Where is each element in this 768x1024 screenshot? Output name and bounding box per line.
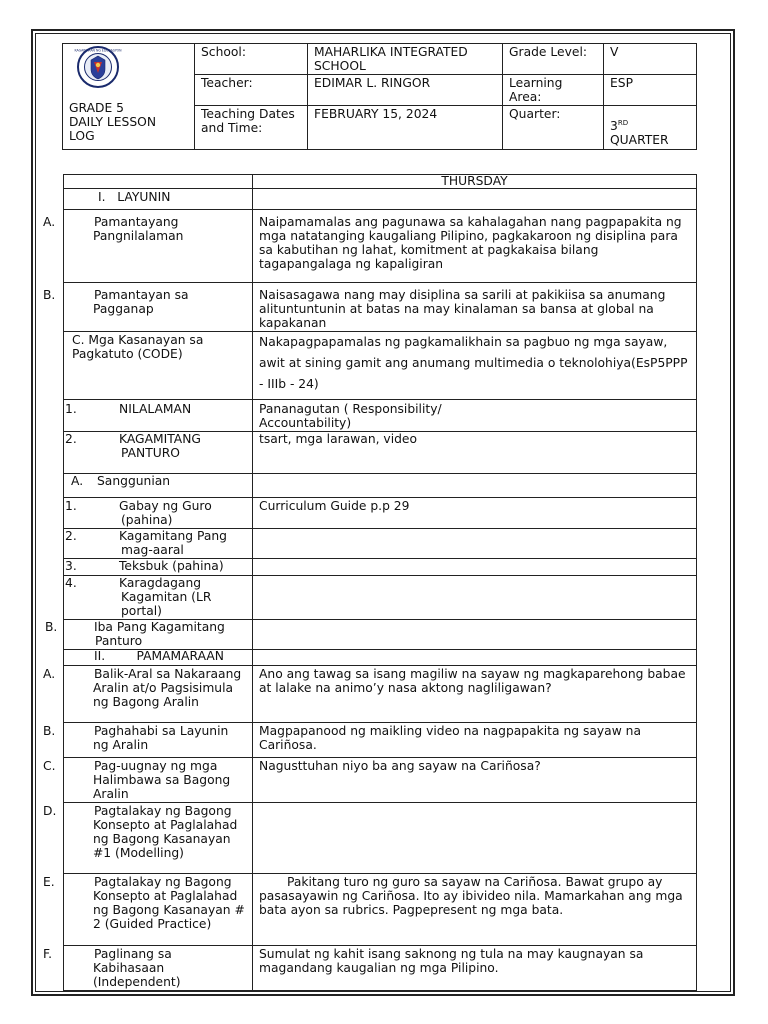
teacher-label: Teacher: bbox=[195, 75, 308, 106]
pag-uugnay-value: Nagusttuhan niyo ba ang sayaw na Cariñosa? bbox=[253, 758, 697, 803]
row-label: Iba Pang Kagamitang Panturo bbox=[94, 620, 225, 648]
quarter-suffix: RD bbox=[617, 118, 629, 127]
grade-line: LOG bbox=[69, 129, 95, 143]
grade-line: DAILY LESSON bbox=[69, 115, 157, 129]
nilalaman bbox=[64, 400, 253, 432]
section-title: PAMAMARAAN bbox=[136, 649, 224, 663]
lesson-table bbox=[43, 174, 697, 991]
quarter-number: 3 bbox=[610, 119, 618, 133]
section-number: II. bbox=[94, 649, 106, 663]
kagamitang-panturo bbox=[64, 432, 253, 474]
section-layunin bbox=[64, 189, 253, 210]
empty-cell bbox=[253, 559, 697, 576]
mga-kasanayan: C. Mga Kasanayan sa Pagkatuto (CODE) bbox=[64, 332, 253, 400]
row-letter: E. bbox=[43, 875, 55, 889]
iba-pang-kagamitang-panturo bbox=[45, 620, 253, 650]
teacher-value: EDIMAR L. RINGOR bbox=[308, 75, 503, 106]
quarter-value bbox=[604, 106, 697, 150]
row-letter: B. bbox=[45, 620, 58, 634]
empty-cell bbox=[253, 650, 697, 666]
row-number: 2. bbox=[65, 432, 77, 446]
row-label: Pag-uugnay ng mga Halimbawa sa Bagong Aralin bbox=[93, 759, 231, 801]
row-label: Pamantayan sa Pagganap bbox=[93, 288, 189, 316]
row-number: 2. bbox=[65, 529, 77, 543]
row-label: Pagtalakay ng Bagong Konsepto at Paglalahad ng Bagong Kasanayan #1 (Modelling) bbox=[93, 804, 238, 860]
grade-level-label: Grade Level: bbox=[503, 44, 604, 75]
logo-text: KAGAWARAN NG EDUKASYON bbox=[74, 48, 122, 53]
empty-cell bbox=[253, 529, 697, 559]
pamantayang-pangnilalaman bbox=[43, 210, 253, 283]
pag-uugnay bbox=[43, 758, 253, 803]
balik-aral bbox=[43, 666, 253, 723]
sanggunian bbox=[64, 474, 253, 498]
row-number: 4. bbox=[65, 576, 77, 590]
row-label: NILALAMAN bbox=[119, 402, 192, 416]
dates-label: Teaching Dates and Time: bbox=[195, 106, 308, 150]
teksbuk bbox=[64, 559, 253, 576]
row-label: Balik-Aral sa Nakaraang Aralin at/o Pagsisimula ng Bagong Aralin bbox=[93, 667, 242, 709]
gabay-ng-guro bbox=[64, 498, 253, 529]
balik-aral-value: Ano ang tawag sa isang magiliw na sayaw ng magkaparehong babae at lalake na animo’y nasa aktong nagliligawan? bbox=[253, 666, 697, 723]
row-label: Gabay ng Guro (pahina) bbox=[119, 499, 212, 527]
learning-area-value: ESP bbox=[604, 75, 697, 106]
pamantayan-sa-pagganap-value: Naisasagawa nang may disiplina sa sarili at pakikiisa sa anumang alituntuntunin at batas na may kinalaman sa bansa at global na kapakanan bbox=[253, 283, 697, 332]
row-number: 1. bbox=[65, 402, 77, 416]
empty-cell bbox=[253, 576, 697, 620]
row-letter: A. bbox=[43, 215, 56, 229]
grade-line: GRADE 5 bbox=[69, 101, 124, 115]
mga-kasanayan-value: Nakapagpapamalas ng pagkamalikhain sa pagbuo ng mga sayaw, awit at sining gamit ang anumang multimedia o teknolohiya(EsP5PPP - IIIb - 24) bbox=[253, 332, 697, 400]
row-label: Sanggunian bbox=[97, 474, 171, 488]
dates-value: FEBRUARY 15, 2024 bbox=[308, 106, 503, 150]
deped-seal-logo bbox=[74, 46, 122, 88]
section-number: I. bbox=[98, 190, 106, 204]
paghahabi-sa-layunin bbox=[43, 723, 253, 758]
empty-cell bbox=[253, 620, 697, 650]
header-table bbox=[62, 43, 697, 150]
row-label: Paglinang sa Kabihasaan (Independent) bbox=[93, 947, 181, 989]
row-label: Pamantayang Pangnilalaman bbox=[93, 215, 184, 243]
learning-area-label: Learning Area: bbox=[503, 75, 604, 106]
empty-cell bbox=[253, 803, 697, 874]
gabay-ng-guro-value: Curriculum Guide p.p 29 bbox=[253, 498, 697, 529]
row-letter: D. bbox=[43, 804, 57, 818]
row-label: Pagtalakay ng Bagong Konsepto at Paglalahad ng Bagong Kasanayan # 2 (Guided Practice) bbox=[93, 875, 245, 931]
grade-title bbox=[69, 101, 156, 143]
grade-level-value: V bbox=[604, 44, 697, 75]
row-label: Teksbuk (pahina) bbox=[119, 559, 224, 573]
pagtalakay-2-value: Pakitang turo ng guro sa sayaw na Cariñosa. Bawat grupo ay pasasayawin ng Cariñosa. Ito ay ibivideo nila. Mamarkahan ang mga bata ayon sa rubrics. Pagpepresent ng mga bata. bbox=[253, 874, 697, 946]
section-pamamaraan bbox=[64, 650, 253, 666]
section-title: LAYUNIN bbox=[117, 190, 171, 204]
pagtalakay-1 bbox=[43, 803, 253, 874]
row-letter: F. bbox=[43, 947, 53, 961]
row-label: Karagdagang Kagamitan (LR portal) bbox=[119, 576, 212, 618]
row-number: 1. bbox=[65, 499, 77, 513]
day-header: THURSDAY bbox=[253, 175, 697, 189]
empty-cell bbox=[253, 189, 697, 210]
kagamitang-panturo-value: tsart, mga larawan, video bbox=[253, 432, 697, 474]
paghahabi-sa-layunin-value: Magpapanood ng maikling video na nagpapakita ng sayaw na Cariñosa. bbox=[253, 723, 697, 758]
paglinang-sa-kabihasaan bbox=[43, 946, 253, 991]
row-letter: A. bbox=[43, 667, 56, 681]
row-label: Kagamitang Pang mag-aaral bbox=[119, 529, 227, 557]
empty-cell bbox=[64, 175, 253, 189]
paglinang-sa-kabihasaan-value: Sumulat ng kahit isang saknong ng tula na may kaugnayan sa magandang kaugalian ng mga Pilipino. bbox=[253, 946, 697, 991]
row-number: 3. bbox=[65, 559, 77, 573]
quarter-label: Quarter: bbox=[503, 106, 604, 150]
kagamitang-pang-mag-aaral bbox=[64, 529, 253, 559]
school-label: School: bbox=[195, 44, 308, 75]
empty-cell bbox=[253, 474, 697, 498]
quarter-word: QUARTER bbox=[610, 133, 669, 147]
karagdagang-kagamitan bbox=[64, 576, 253, 620]
logo-cell bbox=[63, 44, 195, 150]
row-letter: B. bbox=[43, 288, 56, 302]
row-label: KAGAMITANG PANTURO bbox=[119, 432, 201, 460]
row-letter: B. bbox=[43, 724, 56, 738]
school-value: MAHARLIKA INTEGRATED SCHOOL bbox=[308, 44, 503, 75]
pamantayan-sa-pagganap bbox=[43, 283, 253, 332]
row-letter: A. bbox=[71, 474, 84, 488]
row-letter: C. bbox=[43, 759, 56, 773]
pamantayang-pangnilalaman-value: Naipamamalas ang pagunawa sa kahalagahan nang pagpapakita ng mga natatanging kaugaliang Pilipino, pagkakaroon ng disiplina para sa kabutihan ng lahat, komitment at pagkakaisa bilang tagapangalaga ng kapaligiran bbox=[253, 210, 697, 283]
pagtalakay-2 bbox=[43, 874, 253, 946]
nilalaman-value: Pananagutan ( Responsibility/ Accountability) bbox=[253, 400, 697, 432]
row-label: Paghahabi sa Layunin ng Aralin bbox=[93, 724, 229, 752]
